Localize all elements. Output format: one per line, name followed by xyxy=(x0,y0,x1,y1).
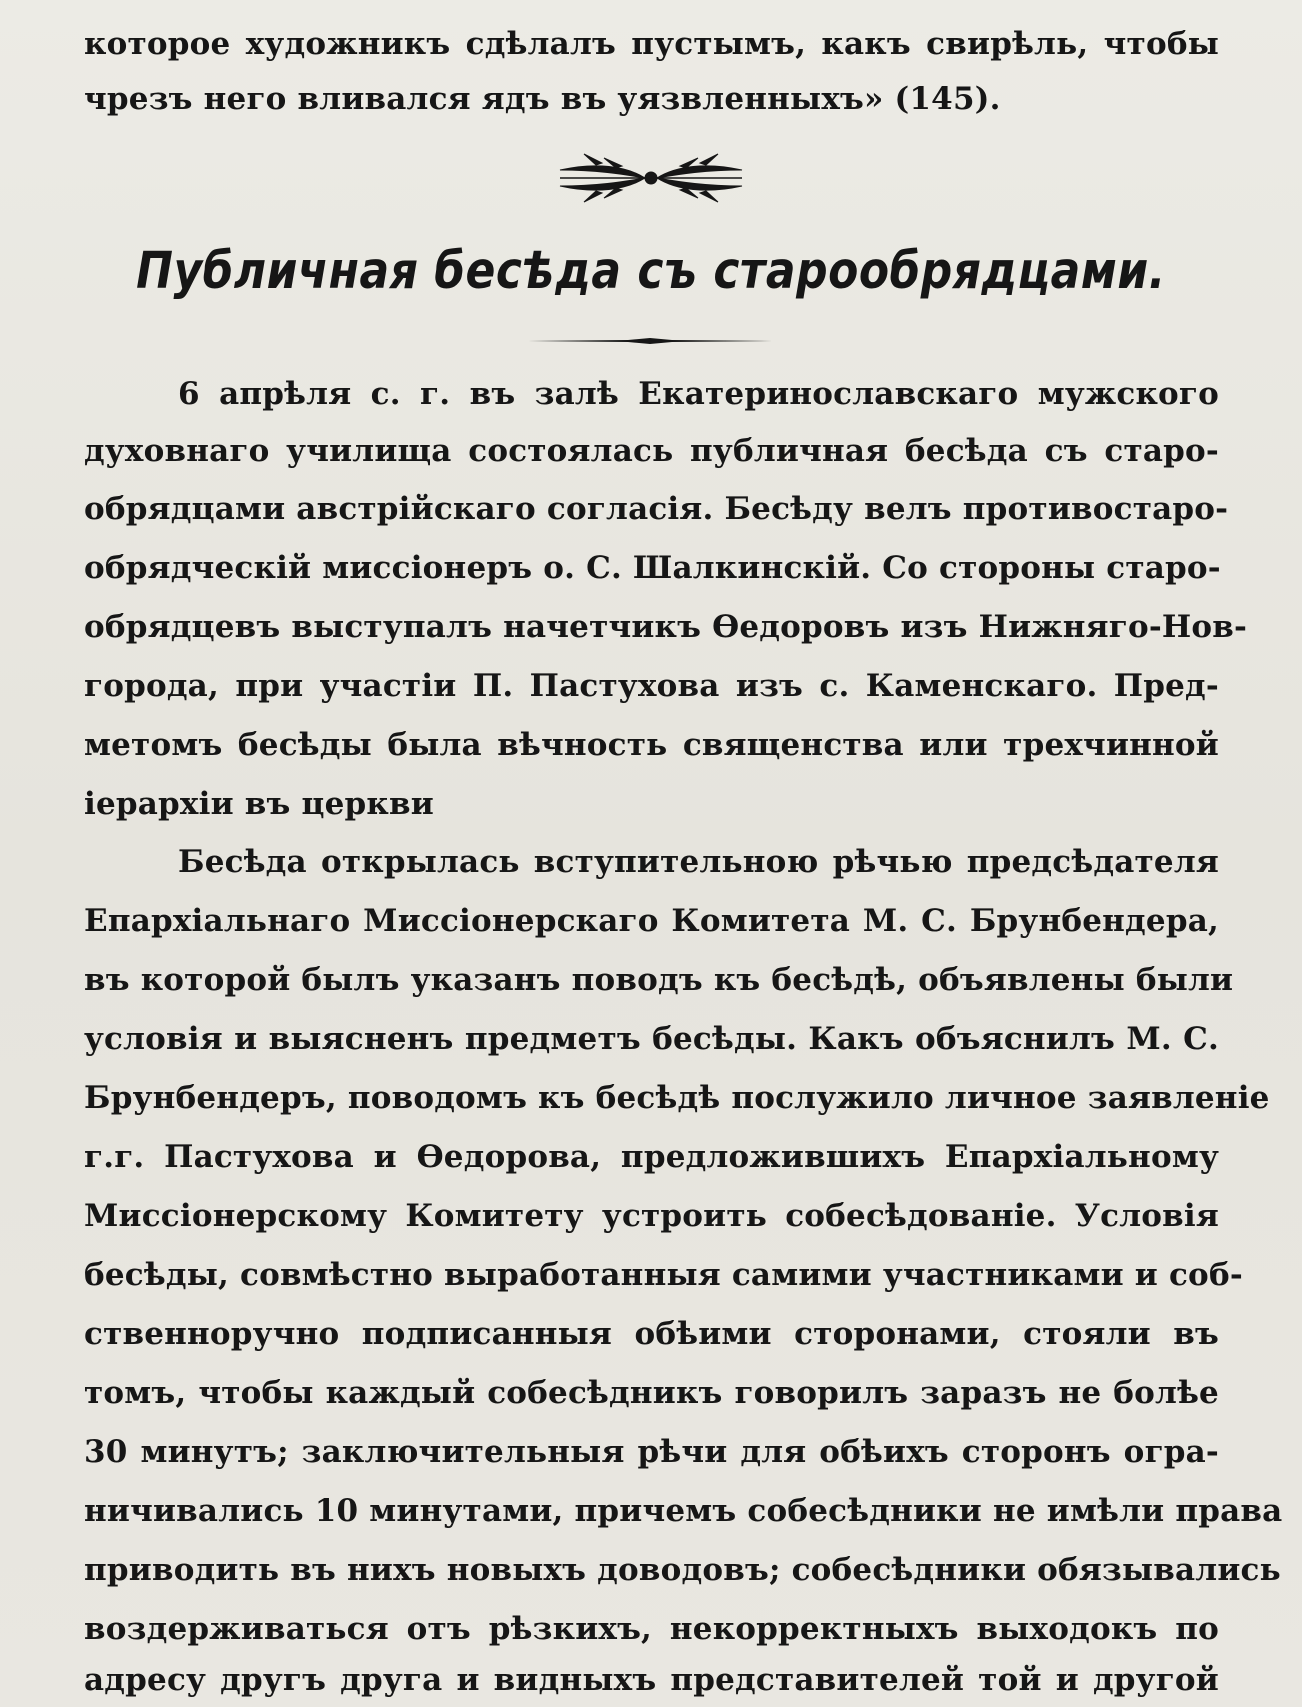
paragraph-line: воздерживаться отъ рѣзкихъ, некорректныхъ выходокъ по xyxy=(84,1611,1219,1647)
paragraph-line: томъ, чтобы каждый собесѣдникъ говорилъ заразъ не болѣе xyxy=(84,1375,1219,1411)
paragraph-line: обрядческій миссіонеръ о. С. Шалкинскій. Со стороны старо- xyxy=(84,550,1221,586)
title-rule xyxy=(528,336,772,346)
paragraph-line: метомъ бесѣды была вѣчность священства или трехчинной xyxy=(84,727,1219,763)
paragraph-line: обрядцами австрійскаго согласія. Бесѣду велъ противостаро- xyxy=(84,491,1229,527)
ornament-divider-icon xyxy=(556,148,746,208)
paragraph-line: Бесѣда открылась вступительною рѣчью предсѣдателя xyxy=(178,844,1219,880)
paragraph-line: 6 апрѣля с. г. въ залѣ Екатеринославскаго мужского xyxy=(178,376,1219,412)
paragraph-line: ничивались 10 минутами, причемъ собесѣдники не имѣли права xyxy=(84,1493,1283,1529)
paragraph-line: духовнаго училища состоялась публичная бесѣда съ старо- xyxy=(84,433,1219,469)
paragraph-line: г.г. Пастухова и Ѳедорова, предложившихъ Епархіальному xyxy=(84,1139,1219,1175)
paragraph-line: приводить въ нихъ новыхъ доводовъ; собесѣдники обязывались xyxy=(84,1552,1281,1588)
paragraph-line: Епархіальнаго Миссіонерскаго Комитета М. С. Брунбендера, xyxy=(84,903,1219,939)
intro-line: которое художникъ сдѣлалъ пустымъ, какъ свирѣль, чтобы xyxy=(84,26,1219,62)
paragraph-line: въ которой былъ указанъ поводъ къ бесѣдѣ, объявлены были xyxy=(84,962,1234,998)
paragraph-line: ственноручно подписанныя обѣими сторонами, стояли въ xyxy=(84,1316,1219,1352)
article-title: Публичная бесѣда съ старообрядцами. xyxy=(136,242,1166,301)
paragraph-line: 30 минутъ; заключительныя рѣчи для обѣихъ сторонъ огра- xyxy=(84,1434,1219,1470)
paragraph-line: адресу другъ друга и видныхъ представителей той и другой xyxy=(84,1662,1219,1698)
paragraph-line: іерархіи въ церкви xyxy=(84,786,434,822)
intro-line: чрезъ него вливался ядъ въ уязвленныхъ» (145). xyxy=(84,81,1001,117)
paragraph-line: бесѣды, совмѣстно выработанныя самими участниками и соб- xyxy=(84,1257,1243,1293)
paragraph-line: обрядцевъ выступалъ начетчикъ Ѳедоровъ изъ Нижняго-Нов- xyxy=(84,609,1248,645)
paragraph-line: города, при участіи П. Пастухова изъ с. Каменскаго. Пред- xyxy=(84,668,1219,704)
paragraph-line: Миссіонерскому Комитету устроить собесѣдованіе. Условія xyxy=(84,1198,1219,1234)
paragraph-line: Брунбендеръ, поводомъ къ бесѣдѣ послужило личное заявленіе xyxy=(84,1080,1270,1116)
paragraph-line: условія и выясненъ предметъ бесѣды. Какъ объяснилъ М. С. xyxy=(84,1021,1219,1057)
